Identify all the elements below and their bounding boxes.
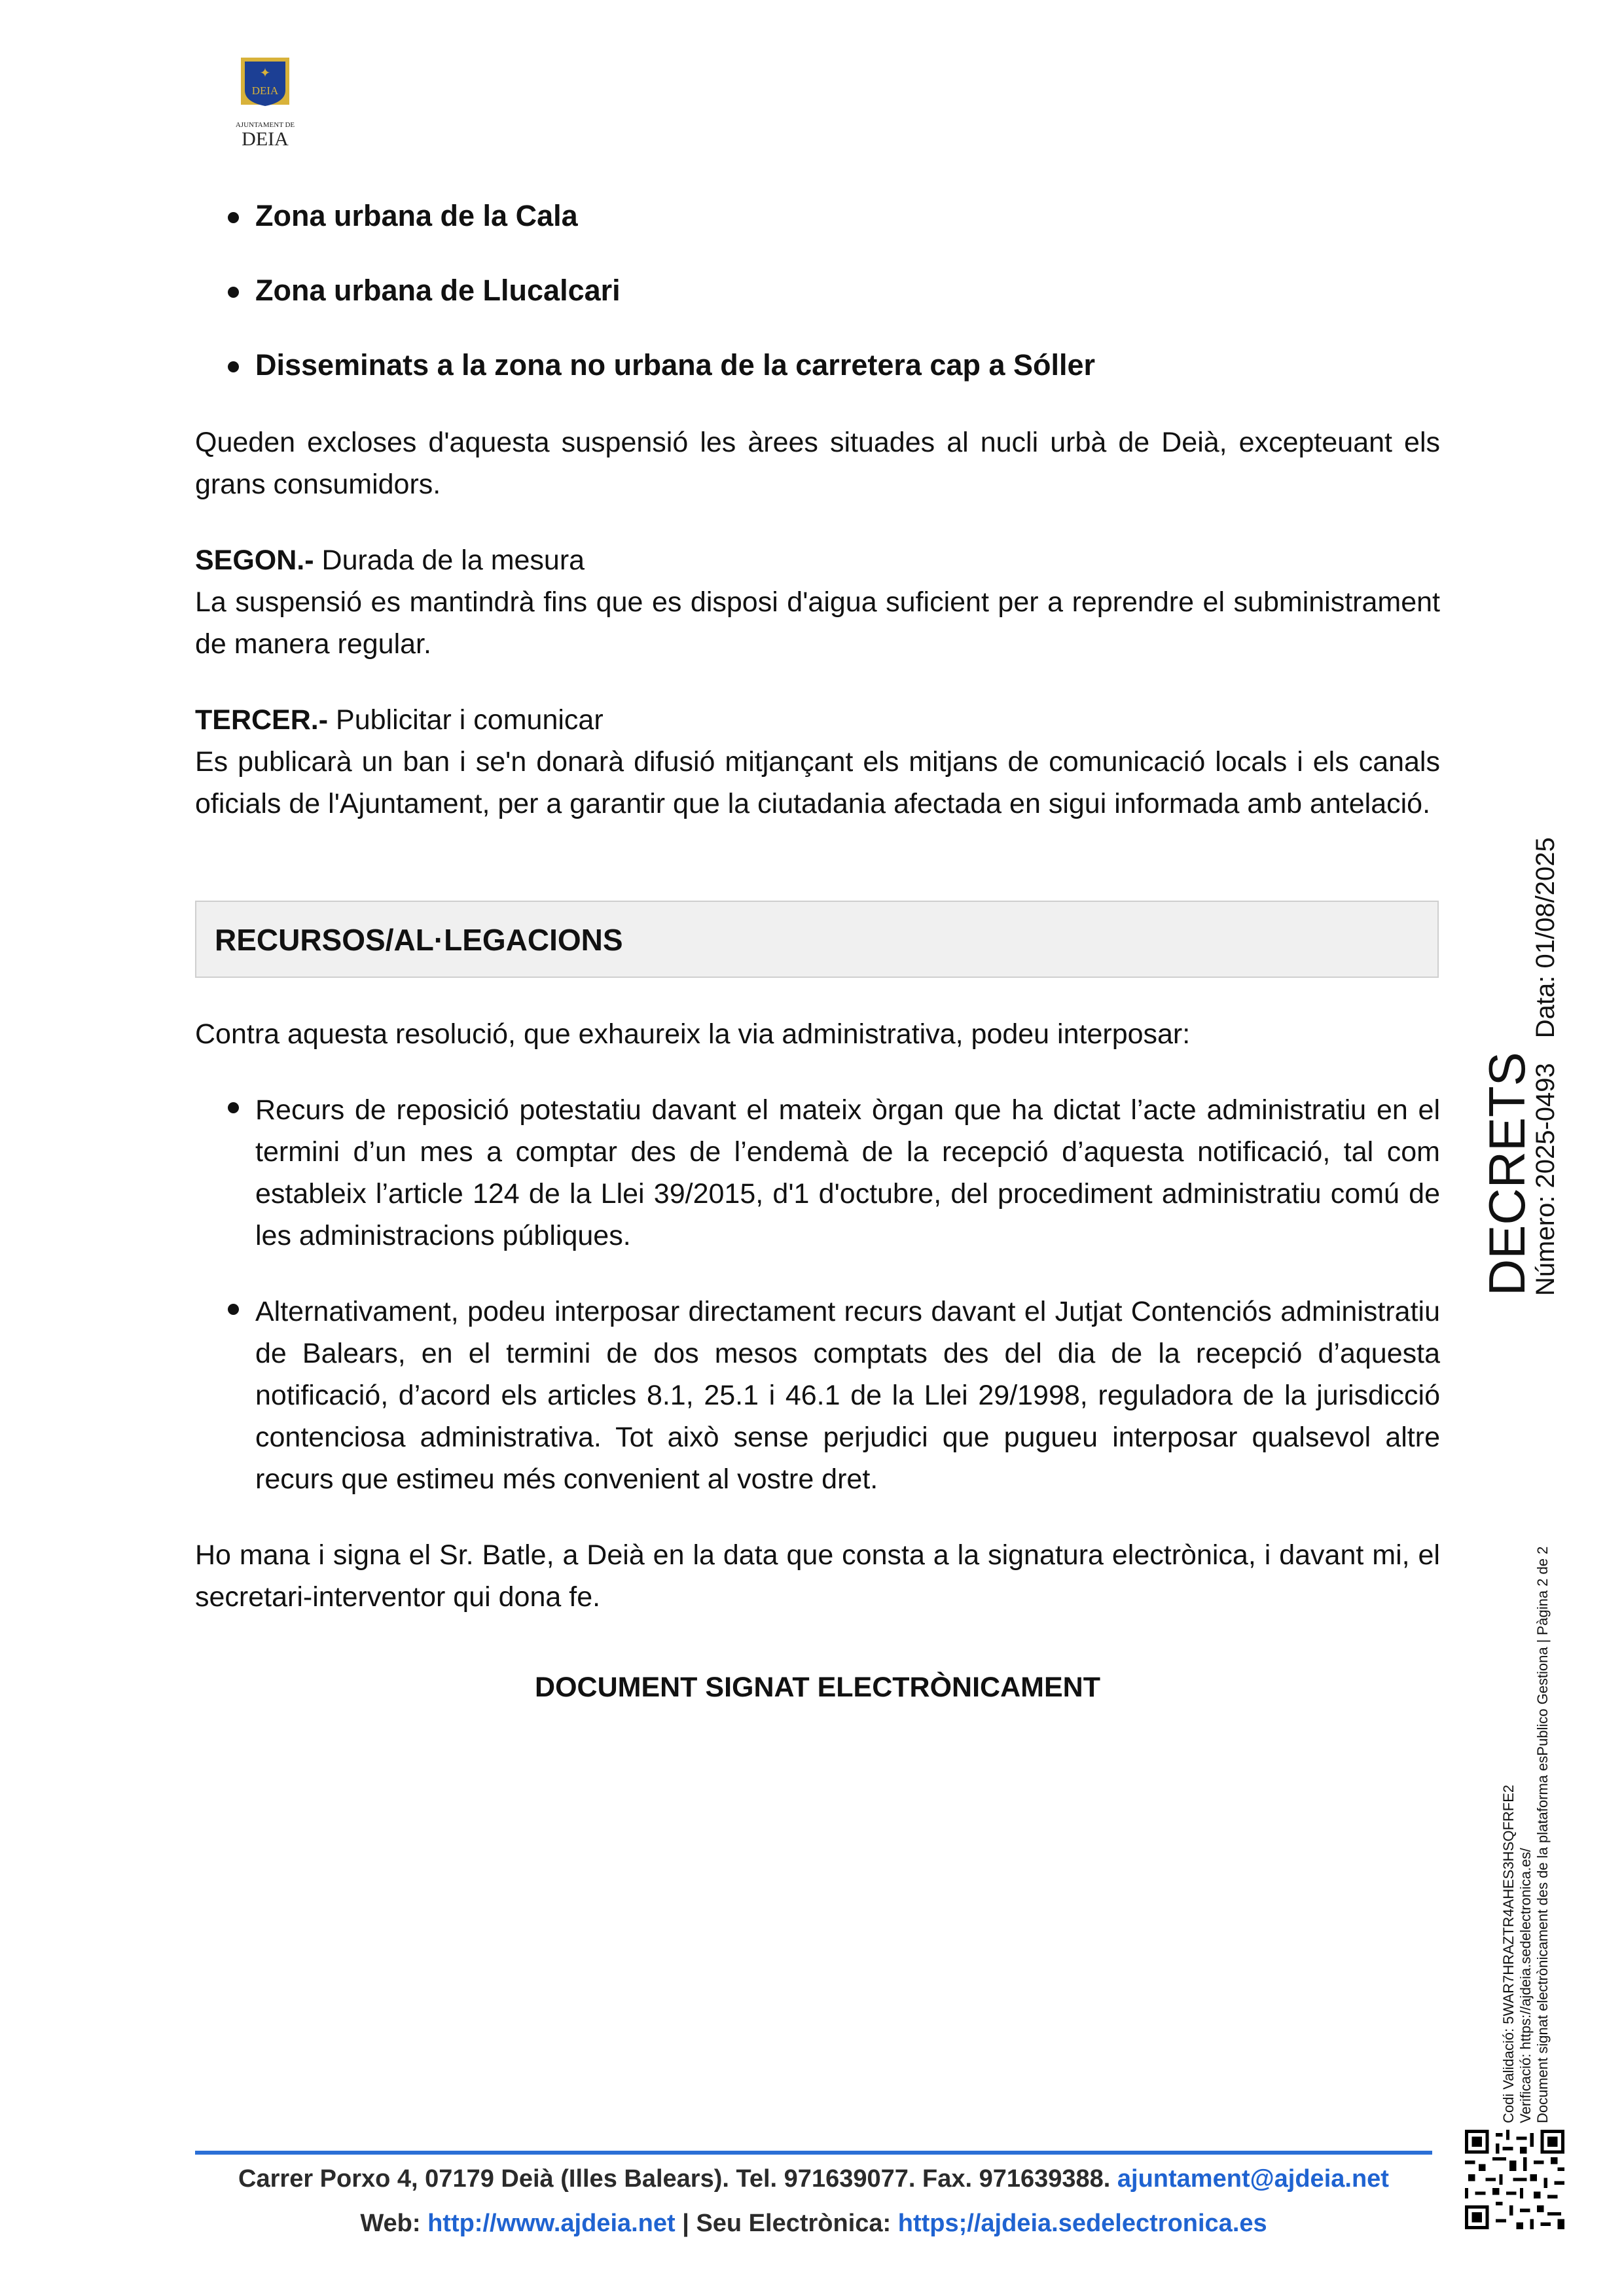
logo-caption-big: DEIA (242, 128, 289, 150)
recursos-heading: RECURSOS/AL·LEGACIONS (215, 923, 623, 957)
paragraph-excloses: Queden excloses d'aquesta suspensió les àrees situades al nucli urbà de Deià, excepteuant els grans consumidors. (195, 427, 1440, 500)
logo-caption-small: AJUNTAMENT DE (235, 121, 295, 129)
recurs-reposicio-item: Recurs de reposició potestatiu davant el mateix òrgan que ha dictat l’acte administratiu en el termini d’un mes a comptar des de l’endemà de la recepció d’aquesta notificació, tal com estableix l’article 124 de la Llei 39/2015, d'1 d'octubre, del procediment administratiu comú de les administracions públiques. (255, 1094, 1440, 1251)
tercer-heading (195, 699, 1440, 741)
segon-title: Durada de la mesura (314, 545, 585, 576)
side-codi-validacio: Codi Validació: 5WAR7HRAZTR4AHES3HSQFRFE2 (1500, 1784, 1517, 2123)
tercer-title: Publicitar i comunicar (328, 704, 604, 736)
footer-address: Carrer Porxo 4, 07179 Deià (Illes Balears). Tel. 971639077. Fax. 971639388. (238, 2165, 1117, 2193)
segon-heading (195, 539, 1440, 581)
recurs-contencios-item: Alternativament, podeu interposar directament recurs davant el Jutjat Contenciós administratiu de Balears, en el termini de dos mesos comptats des del dia de la recepció d’aquesta notificació, d’acord els articles 8.1, 25.1 i 46.1 de la Llei 29/1998, reguladora de la jurisdicció contenciosa administrativa. Tot això sense perjudici que pugueu interposar qualsevol altre recurs que estimeu més convenient al vostre dret. (255, 1296, 1440, 1495)
recursos-intro: Contra aquesta resolució, que exhaureix la via administrativa, podeu interposar: (195, 1018, 1191, 1050)
qr-code-icon (1465, 2130, 1564, 2229)
bullet-dot (228, 1304, 239, 1315)
footer-web-line (195, 2207, 1432, 2240)
segon-label: SEGON.- (195, 545, 314, 576)
footer-email-link[interactable]: ajuntament@ajdeia.net (1117, 2165, 1389, 2193)
segon-text: La suspensió es mantindrà fins que es disposi d'aigua suficient per a reprendre el subministrament de manera regular. (195, 586, 1440, 660)
footer-address-line (195, 2162, 1432, 2195)
bullet-disseminats: Disseminats a la zona no urbana de la carretera cap a Sóller (228, 347, 1095, 384)
tercer-label: TERCER.- (195, 704, 329, 736)
footer-web-link[interactable]: http://www.ajdeia.net (427, 2210, 676, 2237)
bullet-zona-llucalcari: Zona urbana de Llucalcari (228, 272, 621, 309)
side-data: Data: 01/08/2025 (1531, 837, 1560, 1039)
ajuntament-deia-logo (221, 54, 313, 152)
svg-text:✦: ✦ (259, 66, 271, 81)
bullet-dot (228, 1102, 239, 1113)
footer-web-label: Web: (360, 2210, 428, 2237)
signed-notice: DOCUMENT SIGNAT ELECTRÒNICAMENT (535, 1672, 1100, 1703)
footer-seu-label: Seu Electrònica: (696, 2210, 898, 2237)
side-number-date (1530, 837, 1561, 1296)
side-decrets-label: DECRETS (1478, 1052, 1536, 1296)
side-document-signat: Document signat electrònicament des de la plataforma esPublico Gestiona | Pàgina 2 de 2 (1534, 1546, 1551, 2123)
bullet-zona-cala: Zona urbana de la Cala (228, 198, 578, 234)
footer-rule (195, 2151, 1432, 2155)
tercer-text: Es publicarà un ban i se'n donarà difusió mitjançant els mitjans de comunicació locals i els canals oficials de l'Ajuntament, per a garantir que la ciutadania afectada en sigui informada amb antelació. (195, 746, 1440, 819)
footer-separator: | (675, 2210, 696, 2237)
side-numero: Número: 2025-0493 (1531, 1063, 1560, 1296)
footer-seu-link[interactable]: https;//ajdeia.sedelectronica.es (897, 2210, 1267, 2237)
logo-shield-text: DEIA (251, 84, 279, 97)
closing-paragraph: Ho mana i signa el Sr. Batle, a Deià en la data que consta a la signatura electrònica, i davant mi, el secretari-interventor qui dona fe. (195, 1539, 1440, 1613)
recursos-heading-box (195, 901, 1439, 978)
side-verificacio-link[interactable]: Verificació: https://ajdeia.sedelectronica.es/ (1517, 1848, 1534, 2123)
